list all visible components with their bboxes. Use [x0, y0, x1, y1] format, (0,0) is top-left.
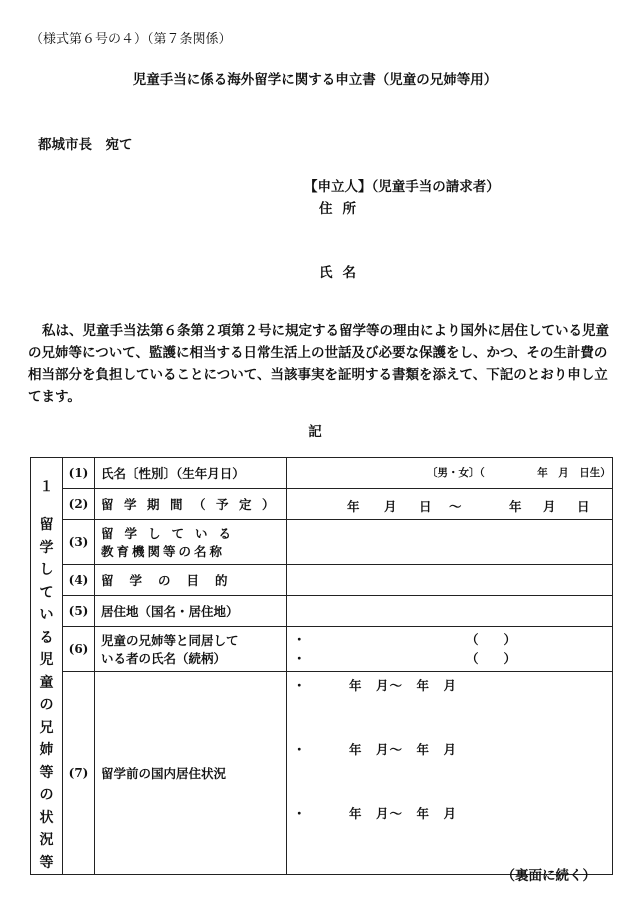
table-row: [31, 595, 613, 626]
bullet: ・: [293, 742, 306, 758]
section-number: １: [39, 479, 54, 495]
row-label: 居住地（国名・居住地）: [95, 595, 287, 626]
list-item: [293, 676, 606, 740]
purpose-field[interactable]: [287, 565, 613, 596]
bullet: ・: [293, 806, 306, 822]
row-label-line: 児童の兄姉等と同居して: [101, 632, 239, 648]
list-item: [293, 804, 606, 868]
table-row: [31, 672, 613, 875]
statement-text: 私は、児童手当法第６条第２項第２号に規定する留学等の理由により国外に居住している児童の兄姉等について、監護に相当する日常生活上の世話及び必要な保護をし、かつ、その生計費の相当部分を負担していることについて、当該事実を証明する書類を添えて、下記のとおり申し立てます。: [28, 323, 609, 405]
row-number: (6): [63, 626, 95, 671]
month-label: 月: [543, 498, 556, 514]
section-side-cell: [31, 458, 63, 875]
bullet: ・: [293, 678, 306, 694]
day-label: 日: [419, 498, 432, 514]
row-label: [95, 519, 287, 564]
row-number: (7): [63, 672, 95, 875]
name-label: 氏名: [319, 265, 366, 281]
address-label: 住所: [319, 201, 366, 217]
residence-field[interactable]: [287, 595, 613, 626]
table-row: [31, 565, 613, 596]
period-label: 年 月～ 年 月: [349, 806, 458, 822]
form-number: （様式第６号の４）（第７条関係）: [30, 32, 232, 47]
cohabitant-field[interactable]: [287, 626, 613, 671]
section-title: 留学している児童の兄姉等の状況等: [39, 517, 54, 871]
study-period-field[interactable]: [287, 488, 613, 519]
table-row: [31, 458, 613, 489]
list-item: [293, 649, 606, 668]
table-row: [31, 519, 613, 564]
row-label-line: いる者の氏名（続柄）: [101, 650, 227, 666]
period-label: 年 月～ 年 月: [349, 742, 458, 758]
row-label-line: 留学している: [101, 525, 243, 541]
row-label-line: 教育機関等の名称: [101, 543, 226, 559]
period-label: 年 月～ 年 月: [349, 678, 458, 694]
addressee: 都城市長 宛て: [38, 137, 133, 153]
row-label: 氏名〔性別〕（生年月日）: [95, 458, 287, 489]
prior-residence-field[interactable]: [287, 672, 613, 875]
month-label: 月: [384, 498, 397, 514]
applicant-heading: 【申立人】（児童手当の請求者）: [304, 179, 500, 195]
row-label: [95, 626, 287, 671]
ki-heading: 記: [308, 424, 322, 440]
institution-field[interactable]: [287, 519, 613, 564]
row-number: (3): [63, 519, 95, 564]
row-number: (2): [63, 488, 95, 519]
status-table: [30, 457, 613, 875]
bullet: ・: [293, 651, 306, 667]
row-number: (4): [63, 565, 95, 596]
continue-note: （裏面に続く）: [501, 868, 596, 884]
row-label: 留学前の国内居住状況: [95, 672, 287, 875]
relation-paren: （ ）: [465, 651, 516, 667]
day-label: 日: [577, 498, 590, 514]
list-item: [293, 630, 606, 649]
name-field[interactable]: 〔男・女〕（ 年 月 日生）: [287, 458, 613, 489]
row-label: 留学の目的: [95, 565, 287, 596]
year-label: 年: [509, 498, 522, 514]
table-row: [31, 626, 613, 671]
relation-paren: （ ）: [465, 632, 516, 648]
document-title: 児童手当に係る海外留学に関する申立書（児童の兄姉等用）: [132, 72, 498, 88]
row-number: (5): [63, 595, 95, 626]
bullet: ・: [293, 632, 306, 648]
row-number: (1): [63, 458, 95, 489]
year-label: 年: [347, 498, 360, 514]
row-label: 留学期間（予定）: [95, 488, 287, 519]
tilde-label: ～: [449, 498, 462, 514]
list-item: [293, 740, 606, 804]
table-row: [31, 488, 613, 519]
